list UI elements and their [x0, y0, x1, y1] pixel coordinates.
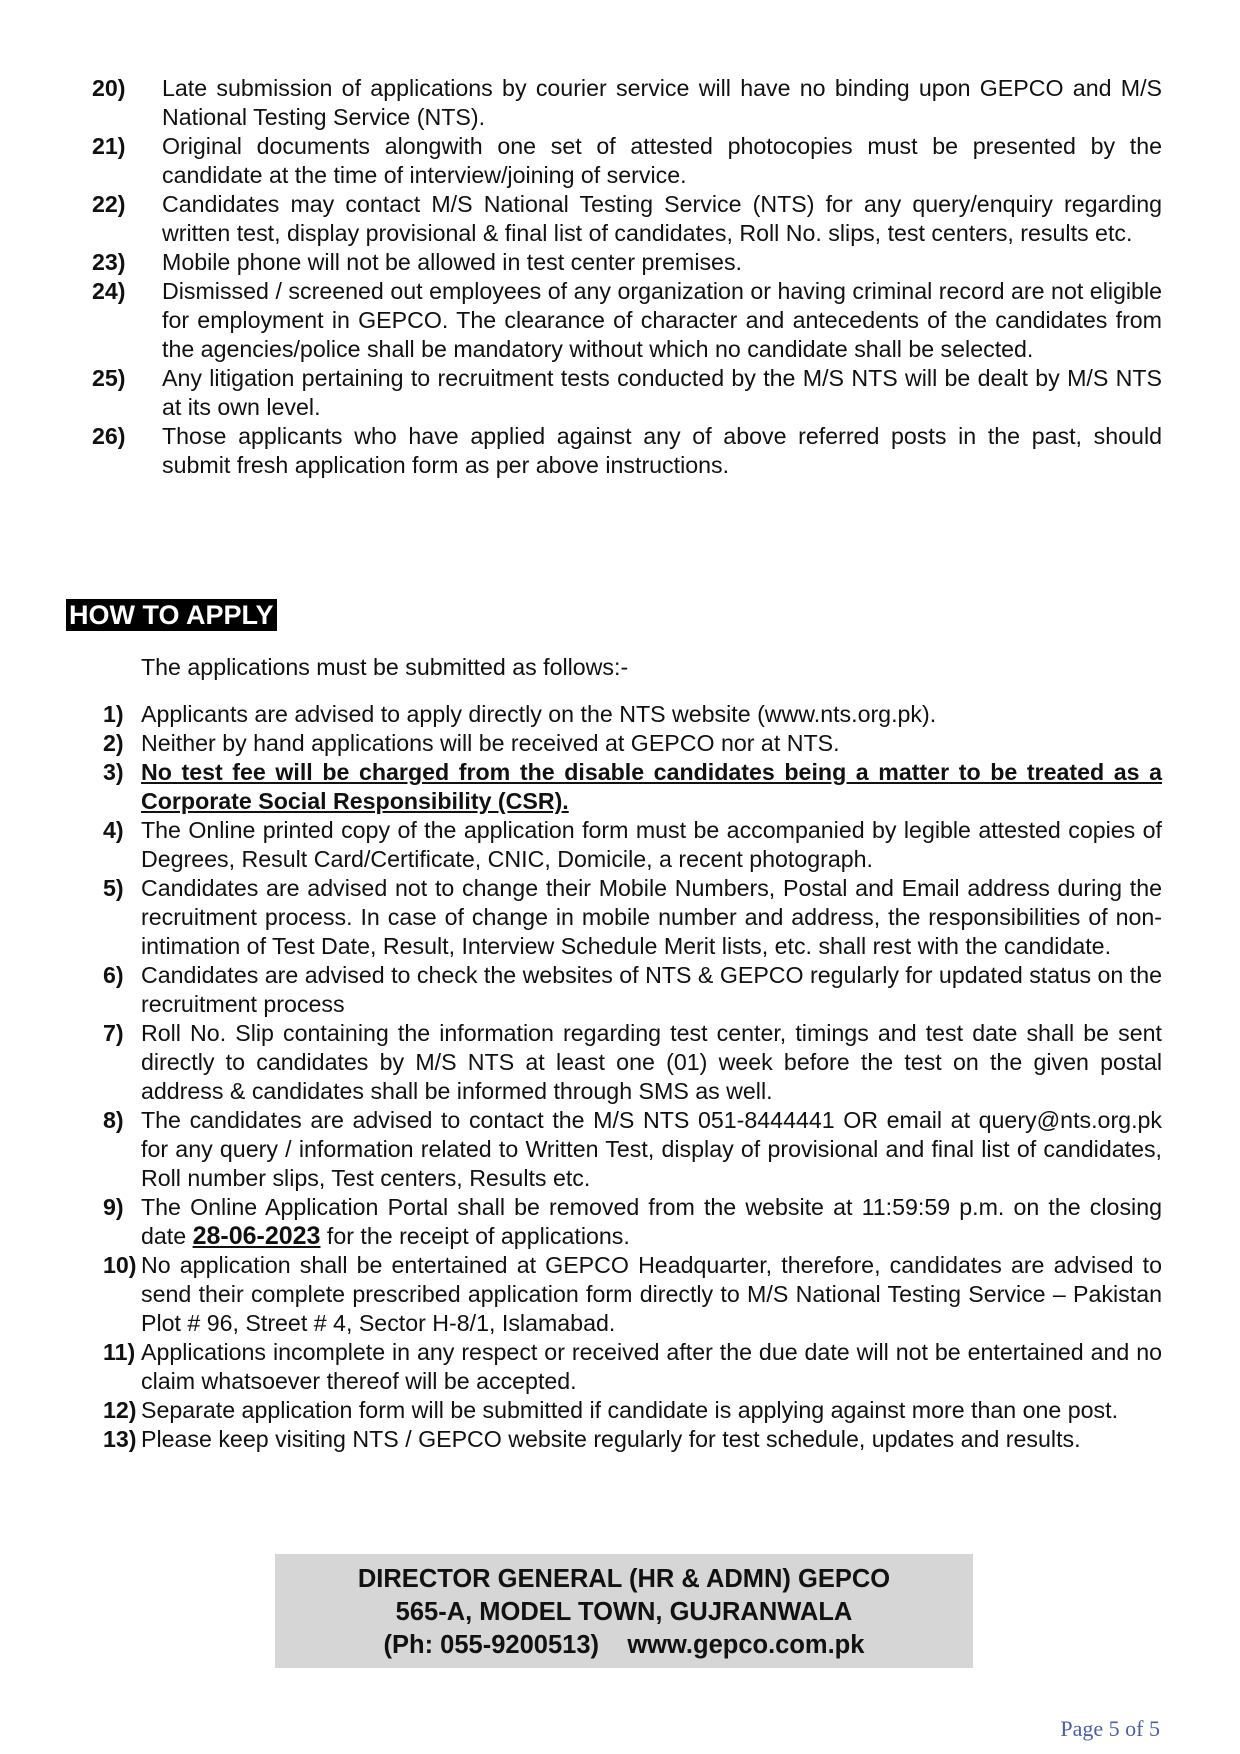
item-text-emphasis: No test fee will be charged from the disable candidates being a matter to be treated as a Corporate Social Responsibility (CSR). [141, 759, 1162, 814]
item-number: 5) [103, 875, 124, 901]
item-text: Please keep visiting NTS / GEPCO website regularly for test schedule, updates and results. [141, 1426, 1081, 1452]
item-text: Late submission of applications by courier service will have no binding upon GEPCO and M/S National Testing Service (NTS). [162, 75, 1162, 130]
item-text: Mobile phone will not be allowed in test center premises. [162, 249, 742, 275]
list-item [0, 758, 1240, 816]
item-text-before-date: The Online Application Portal shall be removed from the website at 11:59:59 p.m. on the closing date [141, 1194, 1162, 1249]
item-number: 9) [103, 1194, 124, 1220]
how-to-apply-intro: The applications must be submitted as follows:- [141, 654, 629, 680]
item-text [141, 1193, 1162, 1251]
item-number: 22) [92, 191, 126, 217]
closing-date: 28-06-2023 [192, 1222, 321, 1250]
item-number: 13) [103, 1426, 137, 1452]
item-number: 2) [103, 730, 124, 756]
item-text: Candidates may contact M/S National Testing Service (NTS) for any query/enquiry regarding written test, display provisional & final list of candidates, Roll No. slips, test centers, results etc. [162, 191, 1162, 246]
item-text: Neither by hand applications will be received at GEPCO nor at NTS. [141, 730, 840, 756]
item-number: 1) [103, 701, 124, 727]
page-number: Page 5 of 5 [1060, 1716, 1160, 1741]
item-number: 6) [103, 962, 124, 988]
list-item [0, 1251, 1240, 1338]
how-to-apply-list [0, 700, 1240, 1454]
address-line-2: 565-A, MODEL TOWN, GUJRANWALA [395, 1598, 853, 1626]
list-item [0, 132, 1240, 190]
list-item [0, 1193, 1240, 1251]
item-number: 20) [92, 75, 126, 101]
item-text: Candidates are advised not to change their Mobile Numbers, Postal and Email address during the recruitment process. In case of change in mobile number and address, the responsibilities of non-intimation of Test Date, Result, Interview Schedule Merit lists, etc. shall rest with the candidate. [141, 875, 1162, 959]
list-item [0, 1338, 1240, 1396]
item-number: 25) [92, 365, 126, 391]
item-text-after-date: for the receipt of applications. [320, 1223, 630, 1249]
item-text: Those applicants who have applied against any of above referred posts in the past, should submit fresh application form as per above instructions. [162, 423, 1162, 478]
list-item [0, 1019, 1240, 1106]
item-number: 24) [92, 278, 126, 304]
item-text: No application shall be entertained at GEPCO Headquarter, therefore, candidates are advised to send their complete prescribed application form directly to M/S National Testing Service – Pakistan Plot # 96, Street # 4, Sector H-8/1, Islamabad. [141, 1252, 1162, 1336]
list-item [0, 1106, 1240, 1193]
list-item [0, 422, 1240, 480]
item-number: 10) [103, 1252, 137, 1278]
item-number: 8) [103, 1107, 124, 1133]
list-item [0, 74, 1240, 132]
item-text: Dismissed / screened out employees of any organization or having criminal record are not eligible for employment in GEPCO. The clearance of character and antecedents of the candidates from the agencies/police shall be mandatory without which no candidate shall be selected. [162, 278, 1162, 362]
item-number: 12) [103, 1397, 137, 1423]
item-text: Original documents alongwith one set of attested photocopies must be presented by the candidate at the time of interview/joining of service. [162, 133, 1162, 188]
item-number: 4) [103, 817, 124, 843]
list-item [0, 1425, 1240, 1454]
list-item [0, 729, 1240, 758]
item-text: Roll No. Slip containing the information regarding test center, timings and test date shall be sent directly to candidates by M/S NTS at least one (01) week before the test on the given postal address & candidates shall be informed through SMS as well. [141, 1020, 1162, 1104]
contact-line [275, 1629, 973, 1662]
item-text: The Online printed copy of the application form must be accompanied by legible attested copies of Degrees, Result Card/Certificate, CNIC, Domicile, a recent photograph. [141, 817, 1162, 872]
how-to-apply-heading: HOW TO APPLY [66, 599, 277, 631]
item-number: 7) [103, 1020, 124, 1046]
list-item [0, 816, 1240, 874]
item-number: 23) [92, 249, 126, 275]
list-item [0, 700, 1240, 729]
list-item [0, 277, 1240, 364]
item-number: 3) [103, 759, 124, 785]
instructions-list-continued [0, 74, 1240, 480]
list-item [0, 364, 1240, 422]
item-text: Applicants are advised to apply directly on the NTS website (www.nts.org.pk). [141, 701, 937, 727]
list-item [0, 961, 1240, 1019]
list-item [0, 190, 1240, 248]
item-number: 21) [92, 133, 126, 159]
list-item [0, 248, 1240, 277]
item-number: 26) [92, 423, 126, 449]
item-number: 11) [103, 1339, 136, 1365]
list-item [0, 874, 1240, 961]
address-line-1: DIRECTOR GENERAL (HR & ADMN) GEPCO [357, 1565, 891, 1593]
item-text: The candidates are advised to contact the M/S NTS 051-8444441 OR email at query@nts.org.pk for any query / information related to Written Test, display of provisional and final list of candidates, Roll number slips, Test centers, Results etc. [141, 1107, 1162, 1191]
item-text: Any litigation pertaining to recruitment tests conducted by the M/S NTS will be dealt by M/S NTS at its own level. [162, 365, 1162, 420]
phone-number: (Ph: 055-9200513) [383, 1631, 599, 1659]
list-item [0, 1396, 1240, 1425]
item-text: Applications incomplete in any respect or received after the due date will not be entertained and no claim whatsoever thereof will be accepted. [141, 1339, 1162, 1394]
item-text: Separate application form will be submitted if candidate is applying against more than one post. [141, 1397, 1119, 1423]
address-box [275, 1554, 973, 1668]
website-link[interactable]: www.gepco.com.pk [627, 1631, 865, 1659]
item-text: Candidates are advised to check the websites of NTS & GEPCO regularly for updated status on the recruitment process [141, 962, 1162, 1017]
